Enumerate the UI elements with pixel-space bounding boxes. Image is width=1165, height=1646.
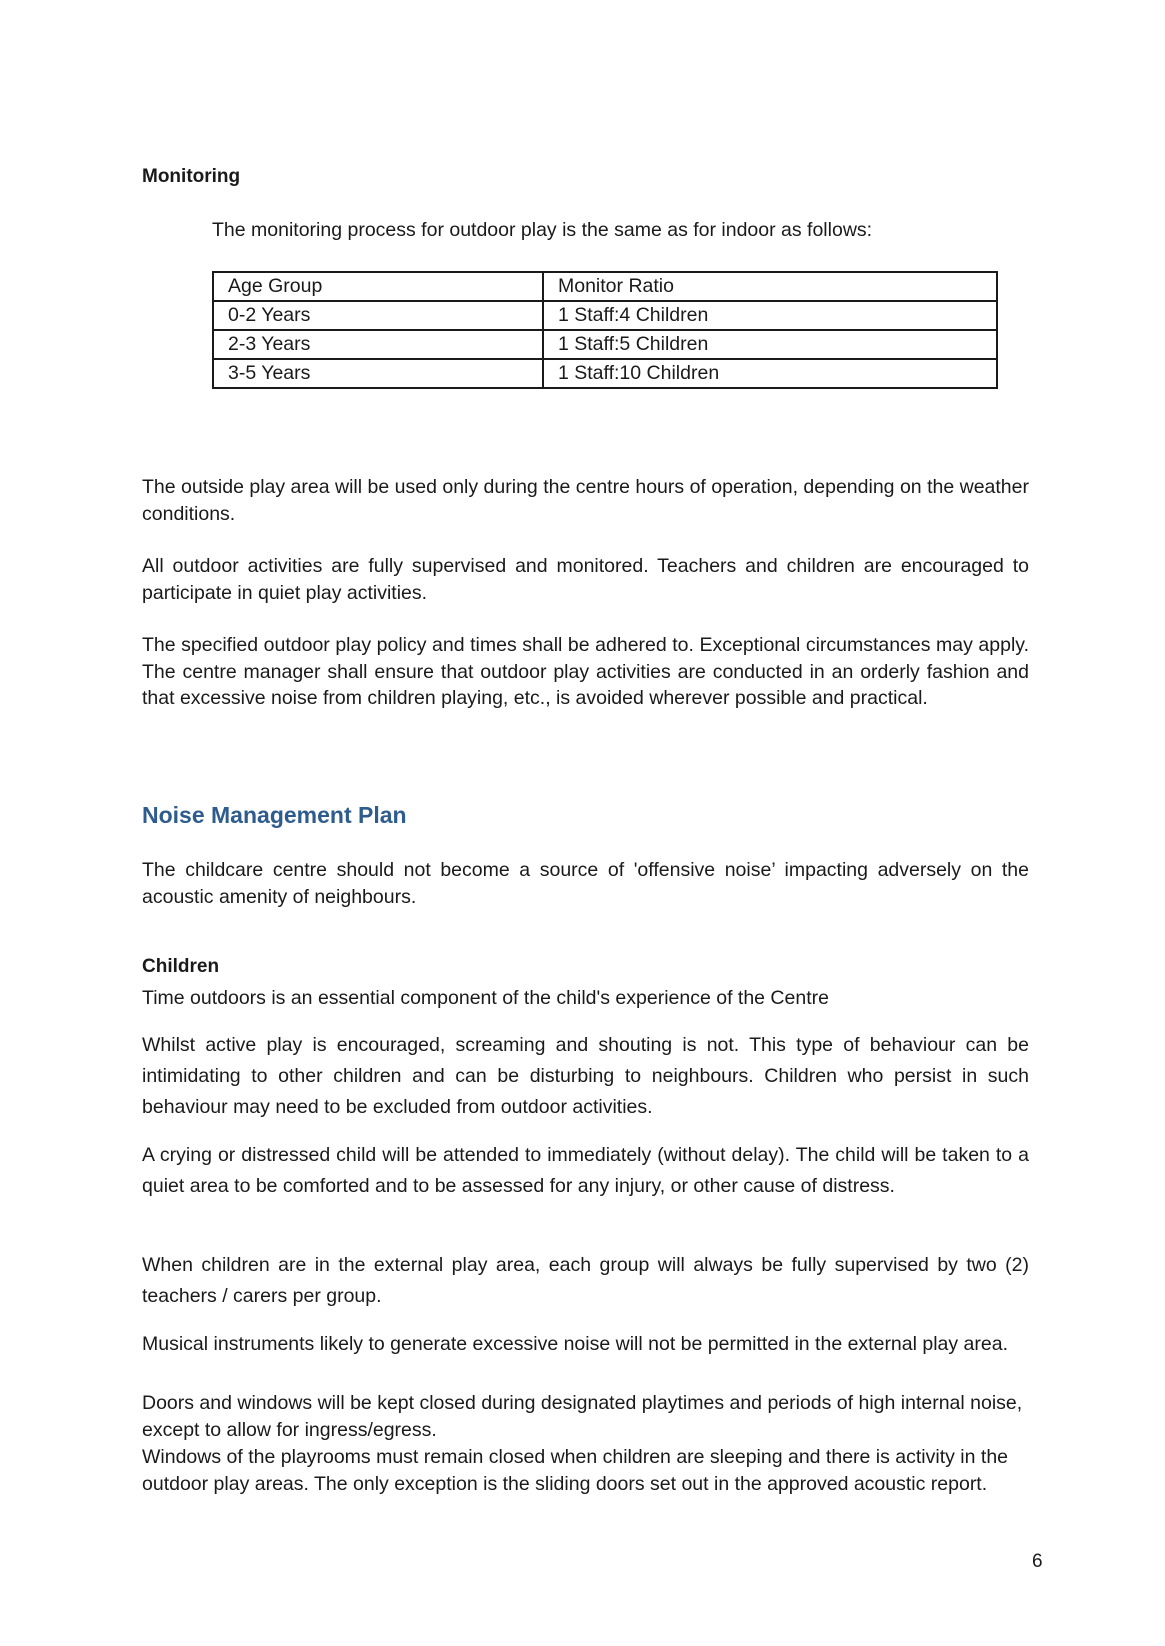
table-row <box>213 301 997 330</box>
paragraph-distressed-child: A crying or distressed child will be attended to immediately (without delay). The child will be taken to a quiet area to be comforted and to be assessed for any injury, or other cause of distress. <box>142 1144 1029 1197</box>
paragraph-supervision: All outdoor activities are fully supervised and monitored. Teachers and children are encouraged to participate in quiet play activities. <box>142 555 1029 604</box>
children-title: Children <box>142 956 220 977</box>
table-header-monitor-ratio: Monitor Ratio <box>543 272 997 301</box>
children-lead: Time outdoors is an essential component of the child's experience of the Centre <box>142 987 829 1009</box>
table-cell-age-group: 3-5 Years <box>213 359 543 388</box>
paragraph-doors-windows: Doors and windows will be kept closed during designated playtimes and periods of high internal noise, except to allow for ingress/egress. <box>142 1392 1023 1441</box>
paragraph-play-area-hours: The outside play area will be used only during the centre hours of operation, depending on the weather conditions. <box>142 476 1029 525</box>
page-number: 6 <box>1032 1551 1043 1572</box>
table-cell-age-group: 0-2 Years <box>213 301 543 330</box>
monitor-ratio-table <box>212 271 998 389</box>
table-cell-ratio: 1 Staff:4 Children <box>543 301 997 330</box>
table-row <box>213 330 997 359</box>
table-cell-ratio: 1 Staff:5 Children <box>543 330 997 359</box>
table-cell-age-group: 2-3 Years <box>213 330 543 359</box>
table-header-row <box>213 272 997 301</box>
noise-management-heading: Noise Management Plan <box>142 802 407 828</box>
monitoring-title: Monitoring <box>142 166 241 187</box>
table-header-age-group: Age Group <box>213 272 543 301</box>
paragraph-playroom-windows: Windows of the playrooms must remain closed when children are sleeping and there is activity in the outdoor play areas. The only exception is the sliding doors set out in the approved acoustic report. <box>142 1446 1009 1495</box>
table-row <box>213 359 997 388</box>
paragraph-active-play: Whilst active play is encouraged, screaming and shouting is not. This type of behaviour can be intimidating to other children and can be disturbing to neighbours. Children who persist in such behaviour may need to be excluded from outdoor activities. <box>142 1034 1029 1118</box>
monitoring-intro: The monitoring process for outdoor play is the same as for indoor as follows: <box>212 219 873 241</box>
table-cell-ratio: 1 Staff:10 Children <box>543 359 997 388</box>
paragraph-musical-instruments: Musical instruments likely to generate excessive noise will not be permitted in the external play area. <box>142 1333 1009 1355</box>
noise-plan-intro: The childcare centre should not become a source of 'offensive noise’ impacting adversely on the acoustic amenity of neighbours. <box>142 859 1029 908</box>
paragraph-group-supervision: When children are in the external play area, each group will always be fully supervised by two (2) teachers / carers per group. <box>142 1254 1029 1307</box>
paragraph-policy: The specified outdoor play policy and times shall be adhered to. Exceptional circumstances may apply. The centre manager shall ensure that outdoor play activities are conducted in an orderly fashion and that excessive noise from children playing, etc., is avoided wherever possible and practical. <box>142 634 1029 709</box>
